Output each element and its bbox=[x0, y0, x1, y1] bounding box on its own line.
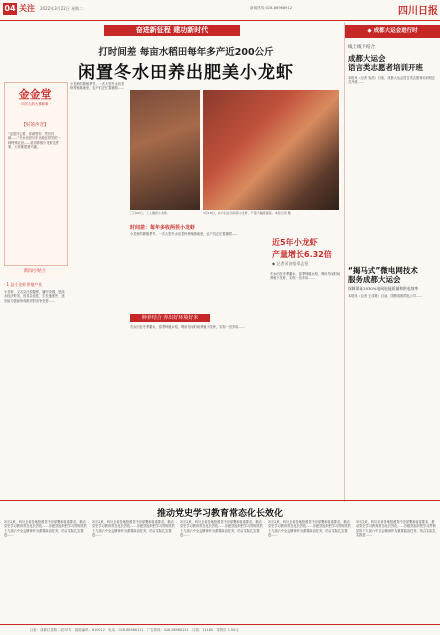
figure-line-1: 近5年小龙虾 bbox=[272, 238, 318, 247]
editor-line: 新闻热线:028-86968912 bbox=[250, 6, 293, 10]
photo-worker bbox=[130, 90, 200, 210]
figure-line-3: ◆ 记者采访组邓志坚 bbox=[272, 261, 309, 266]
column-logo: 金金堂 bbox=[18, 88, 52, 101]
newspaper-logo: 四川日报 bbox=[398, 6, 438, 17]
column-body: “也很开心要、你就等你、然后你就……”冬水田是川东北地区常见的一种特殊农田……说到养殖小龙虾这件事，大家都很感兴趣。 bbox=[8, 132, 61, 149]
headline-subtitle: 打时间差 每亩水稻田每年多产近200公斤 bbox=[98, 47, 274, 58]
bottom-body-1: 3月以来，四川全省各地按照党中央部署和省委要求，推动党史学习教育常态化长效化……各级党组织把学习贯彻党的十九届六中全会精神作为重要政治任务，结合实际扎实推进…… bbox=[4, 520, 87, 537]
bottom-body-4: 3月以来，四川全省各地按照党中央部署和省委要求，推动党史学习教育常态化长效化……各级党组织把学习贯彻党的十九届六中全会精神作为重要政治任务，结合实际扎实推进…… bbox=[268, 520, 351, 537]
bottom-body-5: 3月以来，四川全省各地按照党中央部署和省委要求，推动党史学习教育常态化长效化……各级党组织把学习贯彻党的十九届六中全会精神作为重要政治任务，结合实际扎实推进…… bbox=[356, 520, 436, 537]
right-headline-2: “揭马式”微电网技术 服务成都大运会 bbox=[348, 266, 418, 284]
column-body-2: 小龙虾、又名克氏原螯虾，属甲壳纲，是淡水经济虾类，因其杂食性、生长速度快、适应能力强而形成绝对的竞争优势…… bbox=[4, 290, 65, 303]
right-section-bar: ◆ 成都大运会进行时 bbox=[345, 25, 440, 38]
article-body-1: 小龙虾的繁殖季节，一次大型冬水田龙虾养殖基地里，农户们正忙着捕捞…… bbox=[130, 232, 239, 236]
right-headline-1: 成都大运会 语言类志愿者培训开班 bbox=[348, 54, 423, 72]
topic-banner: 奋进新征程 建功新时代 bbox=[104, 25, 240, 36]
right-body-2: 本报讯（记者 王成栋）目前，国网成都供电公司…… bbox=[348, 294, 423, 298]
figure-line-2: 产量增长6.32倍 bbox=[272, 250, 332, 259]
headline-title: 闲置冬水田养出肥美小龙虾 bbox=[78, 63, 294, 83]
column-subtitle-2: · 1 县小龙虾养殖产业 bbox=[4, 282, 43, 287]
article-body-left: 小龙虾的繁殖季节，一次大型冬水田龙虾养殖基地里，农户们正忙着捕捞…… bbox=[70, 82, 125, 91]
column-title: 【好的声音】 bbox=[21, 123, 49, 128]
bottom-body-3: 3月以来，四川全省各地按照党中央部署和省委要求，推动党史学习教育常态化长效化……各级党组织把学习贯彻党的十九届六中全会精神作为重要政治任务，结合实际扎实推进…… bbox=[180, 520, 263, 537]
bottom-rule bbox=[0, 500, 440, 501]
section-name: 关注 bbox=[19, 4, 35, 13]
column-section-2: 新闻小贴士 bbox=[4, 268, 66, 276]
photo-caption-left: 三月20日，工人捕捞小龙虾。 bbox=[130, 211, 170, 215]
photo-crayfish-farm bbox=[203, 90, 339, 210]
column-subtitle: · 四川人的大事和事 · bbox=[19, 102, 51, 106]
page-number: 04 bbox=[4, 4, 16, 13]
photo-caption-right: 3月18日，农户们在田间捞小龙虾，产量大幅度提高。本报记者 摄 bbox=[203, 211, 291, 215]
article-body-2: 冬水田在冬季蓄水，春季种植水稻，利用冬闲时间养殖小龙虾，实现一田多用…… bbox=[130, 325, 245, 329]
column-divider bbox=[344, 22, 345, 502]
right-kicker: 线上线下结合 bbox=[348, 45, 375, 50]
article-subhead-2: 种养结合 养出好环境好米 bbox=[130, 314, 210, 322]
bottom-headline: 推动党史学习教育常态化长效化 bbox=[156, 509, 283, 519]
bottom-body-2: 3月以来，四川全省各地按照党中央部署和省委要求，推动党史学习教育常态化长效化……各级党组织把学习贯彻党的十九届六中全会精神作为重要政治任务，结合实际扎实推进…… bbox=[92, 520, 175, 537]
right-subhead-2: 保障保证2030%电网电能质量和供电效率 bbox=[348, 286, 419, 291]
issue-date: 2022年3月22日 星期二 bbox=[40, 6, 84, 11]
page-footer: 社址：成都红星路二段70号 邮政编码：610012 电话：028-86968111 广告热线：028-86968151 订阅：11185 零售价 1.50元 bbox=[0, 624, 440, 635]
right-body-1: 本报讯（记者 吴浩）日前，成都大运会语言类志愿者培训班正式开班…… bbox=[348, 76, 436, 85]
article-subhead-1: 时间差：每年多收两茬小龙虾 bbox=[130, 225, 196, 231]
figure-article-body: 冬水田在冬季蓄水，春季种植水稻，利用冬闲时间养殖小龙虾，实现一田多用…… bbox=[270, 272, 341, 281]
